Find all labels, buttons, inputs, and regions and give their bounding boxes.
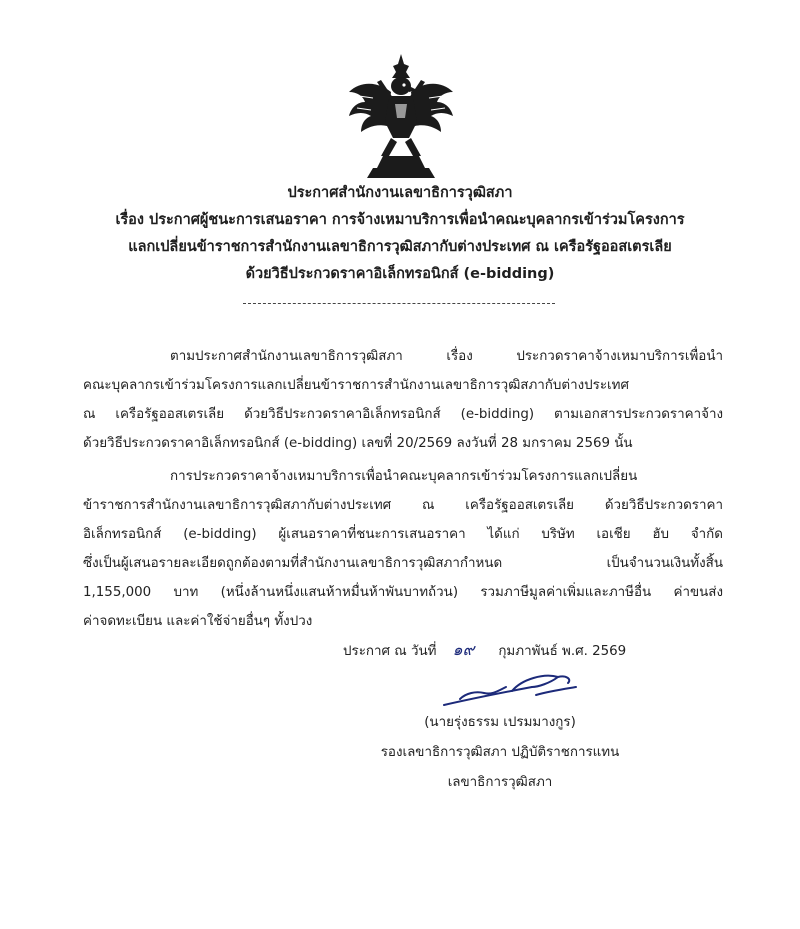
paragraph-line: ข้าราชการสำนักงานเลขาธิการวุฒิสภากับต่างประเทศ ณ เครือรัฐออสเตรเลีย ด้วยวิธีประกวดราคา: [83, 498, 723, 513]
paragraph-line: ค่าจดทะเบียน และค่าใช้จ่ายอื่นๆ ทั้งปวง: [83, 614, 313, 629]
heading-divider: [243, 303, 555, 304]
handwritten-day: ๑๙: [452, 640, 475, 659]
paragraph-line: ซึ่งเป็นผู้เสนอรายละเอียดถูกต้องตามที่สำนักงานเลขาธิการวุฒิสภากำหนด เป็นจำนวนเงินทั้งสิ้น: [83, 556, 723, 571]
paragraph-line: 1,155,000 บาท (หนึ่งล้านหนึ่งแสนห้าหมื่นห้าพันบาทถ้วน) รวมภาษีมูลค่าเพิ่มและภาษีอื่น ค่าขนส่ง: [83, 585, 723, 600]
heading-line-3: แลกเปลี่ยนข้าราชการสำนักงานเลขาธิการวุฒิสภากับต่างประเทศ ณ เครือรัฐออสเตรเลีย: [128, 239, 672, 255]
paragraph-line: ณ เครือรัฐออสเตรเลีย ด้วยวิธีประกวดราคาอิเล็กทรอนิกส์ (e-bidding) ตามเอกสารประกวดราคาจ้าง: [83, 407, 723, 422]
date-prefix: ประกาศ ณ วันที่: [343, 644, 437, 659]
heading-line-2: เรื่อง ประกาศผู้ชนะการเสนอราคา การจ้างเหมาบริการเพื่อนำคณะบุคลากรเข้าร่วมโครงการ: [115, 212, 685, 228]
heading-line-1: ประกาศสำนักงานเลขาธิการวุฒิสภา: [287, 185, 513, 201]
signer-position-2: เลขาธิการวุฒิสภา: [447, 775, 553, 790]
signer-block: [340, 708, 660, 798]
paragraph-1: [83, 342, 723, 458]
announcement-date: [343, 638, 626, 663]
paragraph-line: คณะบุคลากรเข้าร่วมโครงการแลกเปลี่ยนข้าราชการสำนักงานเลขาธิการวุฒิสภากับต่างประเทศ: [83, 378, 629, 393]
paragraph-line: อิเล็กทรอนิกส์ (e-bidding) ผู้เสนอราคาที่ชนะการเสนอราคา ได้แก่ บริษัท เอเชีย ฮับ จำกัด: [83, 527, 723, 542]
paragraph-2: [83, 462, 723, 636]
paragraph-line: ด้วยวิธีประกวดราคาอิเล็กทรอนิกส์ (e-bidding) เลขที่ 20/2569 ลงวันที่ 28 มกราคม 2569 นั้น: [83, 436, 633, 451]
paragraph-line: การประกวดราคาจ้างเหมาบริการเพื่อนำคณะบุคลากรเข้าร่วมโครงการแลกเปลี่ยน: [170, 469, 638, 484]
signature-image: [440, 665, 590, 713]
heading-line-4: ด้วยวิธีประกวดราคาอิเล็กทรอนิกส์ (e-bidding): [245, 266, 555, 282]
garuda-emblem-icon: [343, 52, 459, 180]
signer-name: (นายรุ่งธรรม เปรมมางกูร): [424, 715, 576, 730]
document-heading: [0, 180, 800, 288]
signer-position-1: รองเลขาธิการวุฒิสภา ปฏิบัติราชการแทน: [380, 745, 620, 760]
paragraph-line: ตามประกาศสำนักงานเลขาธิการวุฒิสภา เรื่อง ประกวดราคาจ้างเหมาบริการเพื่อนำ: [170, 349, 723, 364]
date-suffix: กุมภาพันธ์ พ.ศ. 2569: [498, 644, 627, 659]
